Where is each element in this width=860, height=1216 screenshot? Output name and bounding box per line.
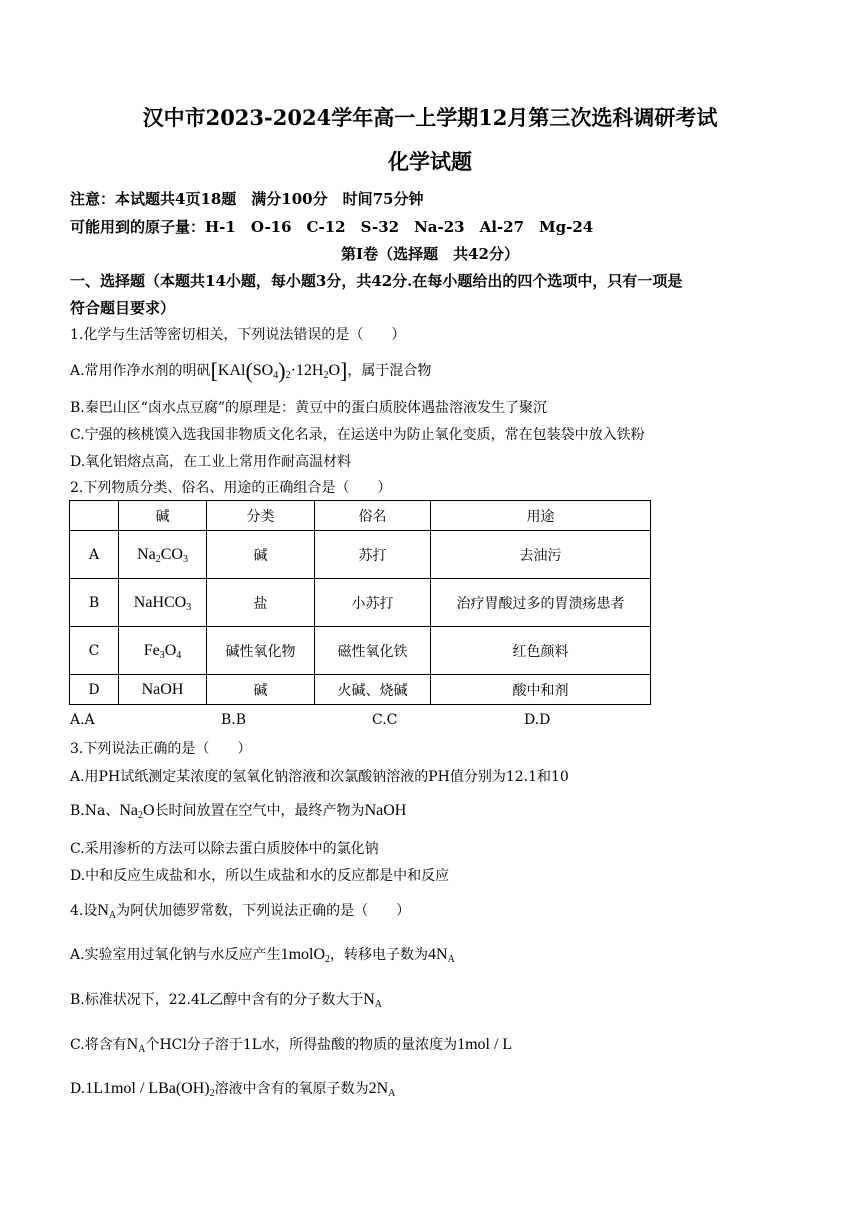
- q4-stem: 4.设$N_A$为阿伏加德罗常数，下列说法正确的是（ ）: [70, 902, 411, 921]
- right-bracket: ]: [340, 358, 348, 383]
- table-header-cell: 碱: [119, 501, 207, 531]
- q3-option-c: C.采用渗析的方法可以除去蛋白质胶体中的氯化钠: [70, 841, 379, 857]
- formula-cell: $Na_2CO_3$: [119, 531, 207, 579]
- name-cell: 小苏打: [315, 579, 431, 627]
- left-bracket: [: [210, 358, 218, 383]
- use-cell: 治疗胃酸过多的胃溃疡患者: [431, 579, 651, 627]
- formula-cell: NaOH: [119, 675, 207, 705]
- q2-option-a: A.A: [70, 712, 95, 728]
- q3-option-b: B.Na、$Na_2O$长时间放置在空气中，最终产物为NaOH: [70, 802, 407, 821]
- row-label: A: [70, 531, 119, 579]
- q4-option-d: $D.1L1mol / LBa(OH)_2$溶液中含有的氧原子数为$2N_A$: [70, 1080, 396, 1099]
- q4-option-b: B.标准状况下，22.4L乙醇中含有的分子数大于$N_A$: [70, 991, 383, 1010]
- use-cell: 酸中和剂: [431, 675, 651, 705]
- formula-cell: NaHCO$_3$: [119, 579, 207, 627]
- table-header-cell: 用途: [431, 501, 651, 531]
- name-cell: 火碱、烧碱: [315, 675, 431, 705]
- table-header-cell: 俗名: [315, 501, 431, 531]
- q3-option-a: A.用PH试纸测定某浓度的氢氧化钠溶液和次氯酸钠溶液的PH值分别为12.1和10: [70, 769, 569, 785]
- q4-option-a: A.实验室用过氧化钠与水反应产生1molO$_2$，转移电子数为$4N_A$: [70, 946, 455, 965]
- q3-stem: 3.下列说法正确的是（ ）: [70, 741, 252, 757]
- q1-a-text: A.常用作净水剂的明矾: [70, 363, 211, 379]
- q2-option-d: D.D: [524, 712, 551, 728]
- q2-option-b: B.B: [221, 712, 247, 728]
- exam-title: 汉中市2023-2024学年高一上学期12月第三次选科调研考试: [142, 105, 718, 130]
- use-cell: 去油污: [431, 531, 651, 579]
- atomic-masses: 可能用到的原子量：H-1 O-16 C-12 S-32 Na-23 Al-27 Mg-24: [70, 218, 594, 236]
- q3-option-d: D.中和反应生成盐和水，所以生成盐和水的反应都是中和反应: [70, 868, 450, 884]
- part-title: 第Ⅰ卷（选择题 共42分）: [341, 245, 519, 263]
- class-cell: 碱性氧化物: [207, 627, 315, 675]
- table-row: [70, 627, 651, 675]
- row-label: D: [70, 675, 119, 705]
- table-row: [70, 675, 651, 705]
- class-cell: 碱: [207, 531, 315, 579]
- use-cell: 红色颜料: [431, 627, 651, 675]
- q1-stem: 1.化学与生活等密切相关，下列说法错误的是（ ）: [70, 327, 406, 343]
- q2-table: [69, 500, 651, 705]
- q1-option-d: D.氧化铝熔点高，在工业上常用作耐高温材料: [70, 454, 352, 470]
- q1-option-a: A.常用作净水剂的明矾$[KAl(SO_4)_2\cdot 12H_2O]$，属于混合物: [70, 358, 432, 383]
- notice: 注意：本试题共4页18题 满分100分 时间75分钟: [70, 190, 424, 208]
- table-row: [70, 531, 651, 579]
- class-cell: 盐: [207, 579, 315, 627]
- q2-option-c: C.C: [372, 712, 398, 728]
- table-header-cell: 分类: [207, 501, 315, 531]
- q1-option-c: C.宁强的核桃馍入选我国非物质文化名录，在运送中为防止氧化变质，常在包装袋中放入铁粉: [70, 427, 645, 443]
- q1-option-b: B.秦巴山区“卤水点豆腐”的原理是：黄豆中的蛋白质胶体遇盐溶液发生了聚沉: [70, 400, 548, 416]
- section-heading-line2: 符合题目要求）: [70, 299, 176, 317]
- exam-subtitle: 化学试题: [388, 149, 472, 174]
- table-row: [70, 579, 651, 627]
- q2-stem: 2.下列物质分类、俗名、用途的正确组合是（ ）: [70, 480, 392, 496]
- table-header-cell: [70, 501, 119, 531]
- table-header-row: [70, 501, 651, 531]
- q1-a-formula: $KAl(SO_4)_2\cdot 12H_2O$: [217, 358, 341, 383]
- row-label: B: [70, 579, 119, 627]
- name-cell: 磁性氧化铁: [315, 627, 431, 675]
- row-label: C: [70, 627, 119, 675]
- formula-cell: $Fe_3O_4$: [119, 627, 207, 675]
- q4-option-c: C.将含有$N_A$个HCl分子溶于1L水，所得盐酸的物质的量浓度为1mol / L: [70, 1036, 513, 1055]
- class-cell: 碱: [207, 675, 315, 705]
- name-cell: 苏打: [315, 531, 431, 579]
- section-heading-line1: 一、选择题（本题共14小题，每小题3分，共42分.在每小题给出的四个选项中，只有一项是: [70, 272, 683, 290]
